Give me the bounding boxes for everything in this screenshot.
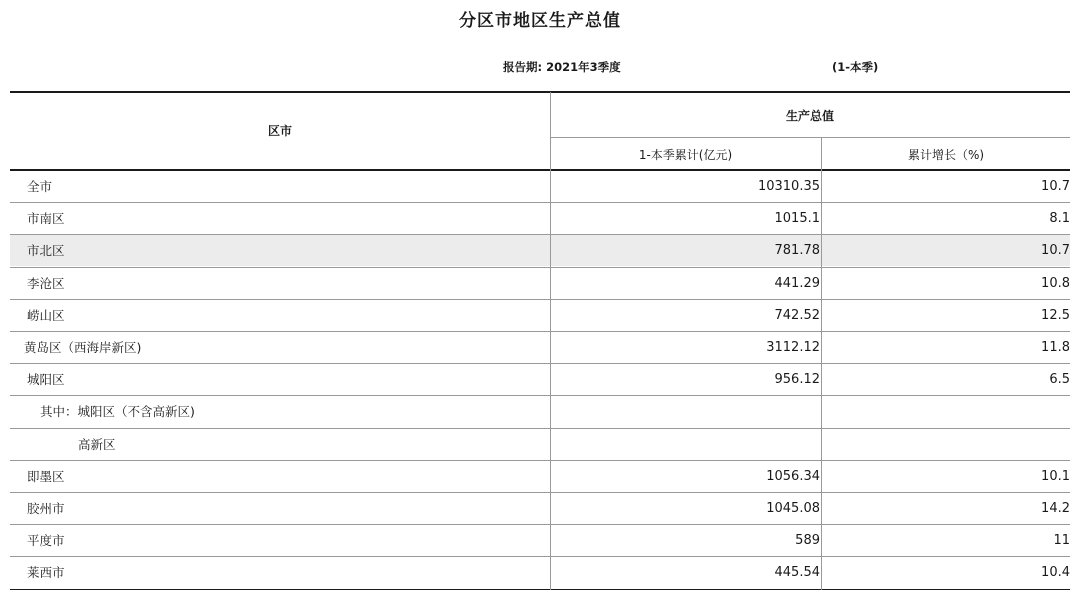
- growth-value-cell: 10.7: [1041, 179, 1070, 194]
- header-gdp: 生产总值: [785, 109, 834, 123]
- cumulative-value-cell: 445.54: [774, 565, 820, 580]
- table-row: [10, 203, 1070, 234]
- table-row: [10, 332, 1070, 363]
- region-name-cell: 市北区: [27, 243, 65, 258]
- table-row: [10, 557, 1070, 588]
- cumulative-value-cell: 1045.08: [766, 501, 820, 516]
- cumulative-value-cell: [550, 396, 820, 427]
- region-name-cell: 平度市: [27, 533, 65, 548]
- header-cumulative: 1-本季累计(亿元): [638, 148, 733, 162]
- region-name-cell: 其中：城阳区（不含高新区): [40, 404, 195, 419]
- table-row: [10, 493, 1070, 524]
- growth-value-cell: [822, 429, 1070, 460]
- region-name-cell: 莱西市: [27, 565, 65, 580]
- header-sub-divider: [550, 137, 1070, 138]
- cumulative-value-cell: 1015.1: [774, 211, 820, 226]
- column-divider-1: [550, 92, 551, 590]
- growth-value-cell: 11.8: [1041, 340, 1070, 355]
- table-row: [10, 235, 1070, 266]
- page-title: 分区市地区生产总值: [459, 11, 621, 31]
- cumulative-value-cell: 3112.12: [766, 340, 820, 355]
- cumulative-value-cell: 742.52: [774, 308, 820, 323]
- cumulative-value-cell: 781.78: [774, 243, 820, 258]
- table-row: [10, 300, 1070, 331]
- growth-value-cell: [822, 396, 1070, 427]
- cumulative-value-cell: [550, 429, 820, 460]
- period-range-label: (1-本季): [832, 60, 879, 74]
- region-name-cell: 崂山区: [27, 308, 65, 323]
- cumulative-value-cell: 441.29: [774, 276, 820, 291]
- report-period-label: 报告期: 2021年3季度: [503, 60, 621, 74]
- table-top-border: [10, 91, 1070, 93]
- region-name-cell: 全市: [27, 179, 53, 194]
- table-row: [10, 525, 1070, 556]
- growth-value-cell: 6.5: [1049, 372, 1070, 387]
- table-row: [10, 171, 1070, 202]
- region-name-cell: 胶州市: [27, 501, 65, 516]
- region-name-cell: 高新区: [78, 437, 116, 452]
- growth-value-cell: 11: [1053, 533, 1070, 548]
- region-name-cell: 黄岛区（西海岸新区): [24, 340, 142, 355]
- cumulative-value-cell: 1056.34: [766, 469, 820, 484]
- growth-value-cell: 10.4: [1041, 565, 1070, 580]
- growth-value-cell: 10.8: [1041, 276, 1070, 291]
- growth-value-cell: 10.1: [1041, 469, 1070, 484]
- table-row: [10, 396, 1070, 427]
- column-divider-2: [821, 137, 822, 590]
- growth-value-cell: 12.5: [1041, 308, 1070, 323]
- table-row: [10, 364, 1070, 395]
- region-name-cell: 市南区: [27, 211, 65, 226]
- header-region: 区市: [267, 124, 292, 138]
- growth-value-cell: 8.1: [1049, 211, 1070, 226]
- cumulative-value-cell: 956.12: [774, 372, 820, 387]
- cumulative-value-cell: 589: [795, 533, 820, 548]
- growth-value-cell: 14.2: [1041, 501, 1070, 516]
- header-growth: 累计增长（%): [907, 148, 985, 162]
- cumulative-value-cell: 10310.35: [757, 179, 820, 194]
- row-divider: [10, 589, 1070, 590]
- table-row: [10, 268, 1070, 299]
- growth-value-cell: 10.7: [1041, 243, 1070, 258]
- table-row: [10, 461, 1070, 492]
- region-name-cell: 李沧区: [27, 276, 65, 291]
- region-name-cell: 城阳区: [27, 372, 65, 387]
- region-name-cell: 即墨区: [27, 469, 65, 484]
- table-row: [10, 429, 1070, 460]
